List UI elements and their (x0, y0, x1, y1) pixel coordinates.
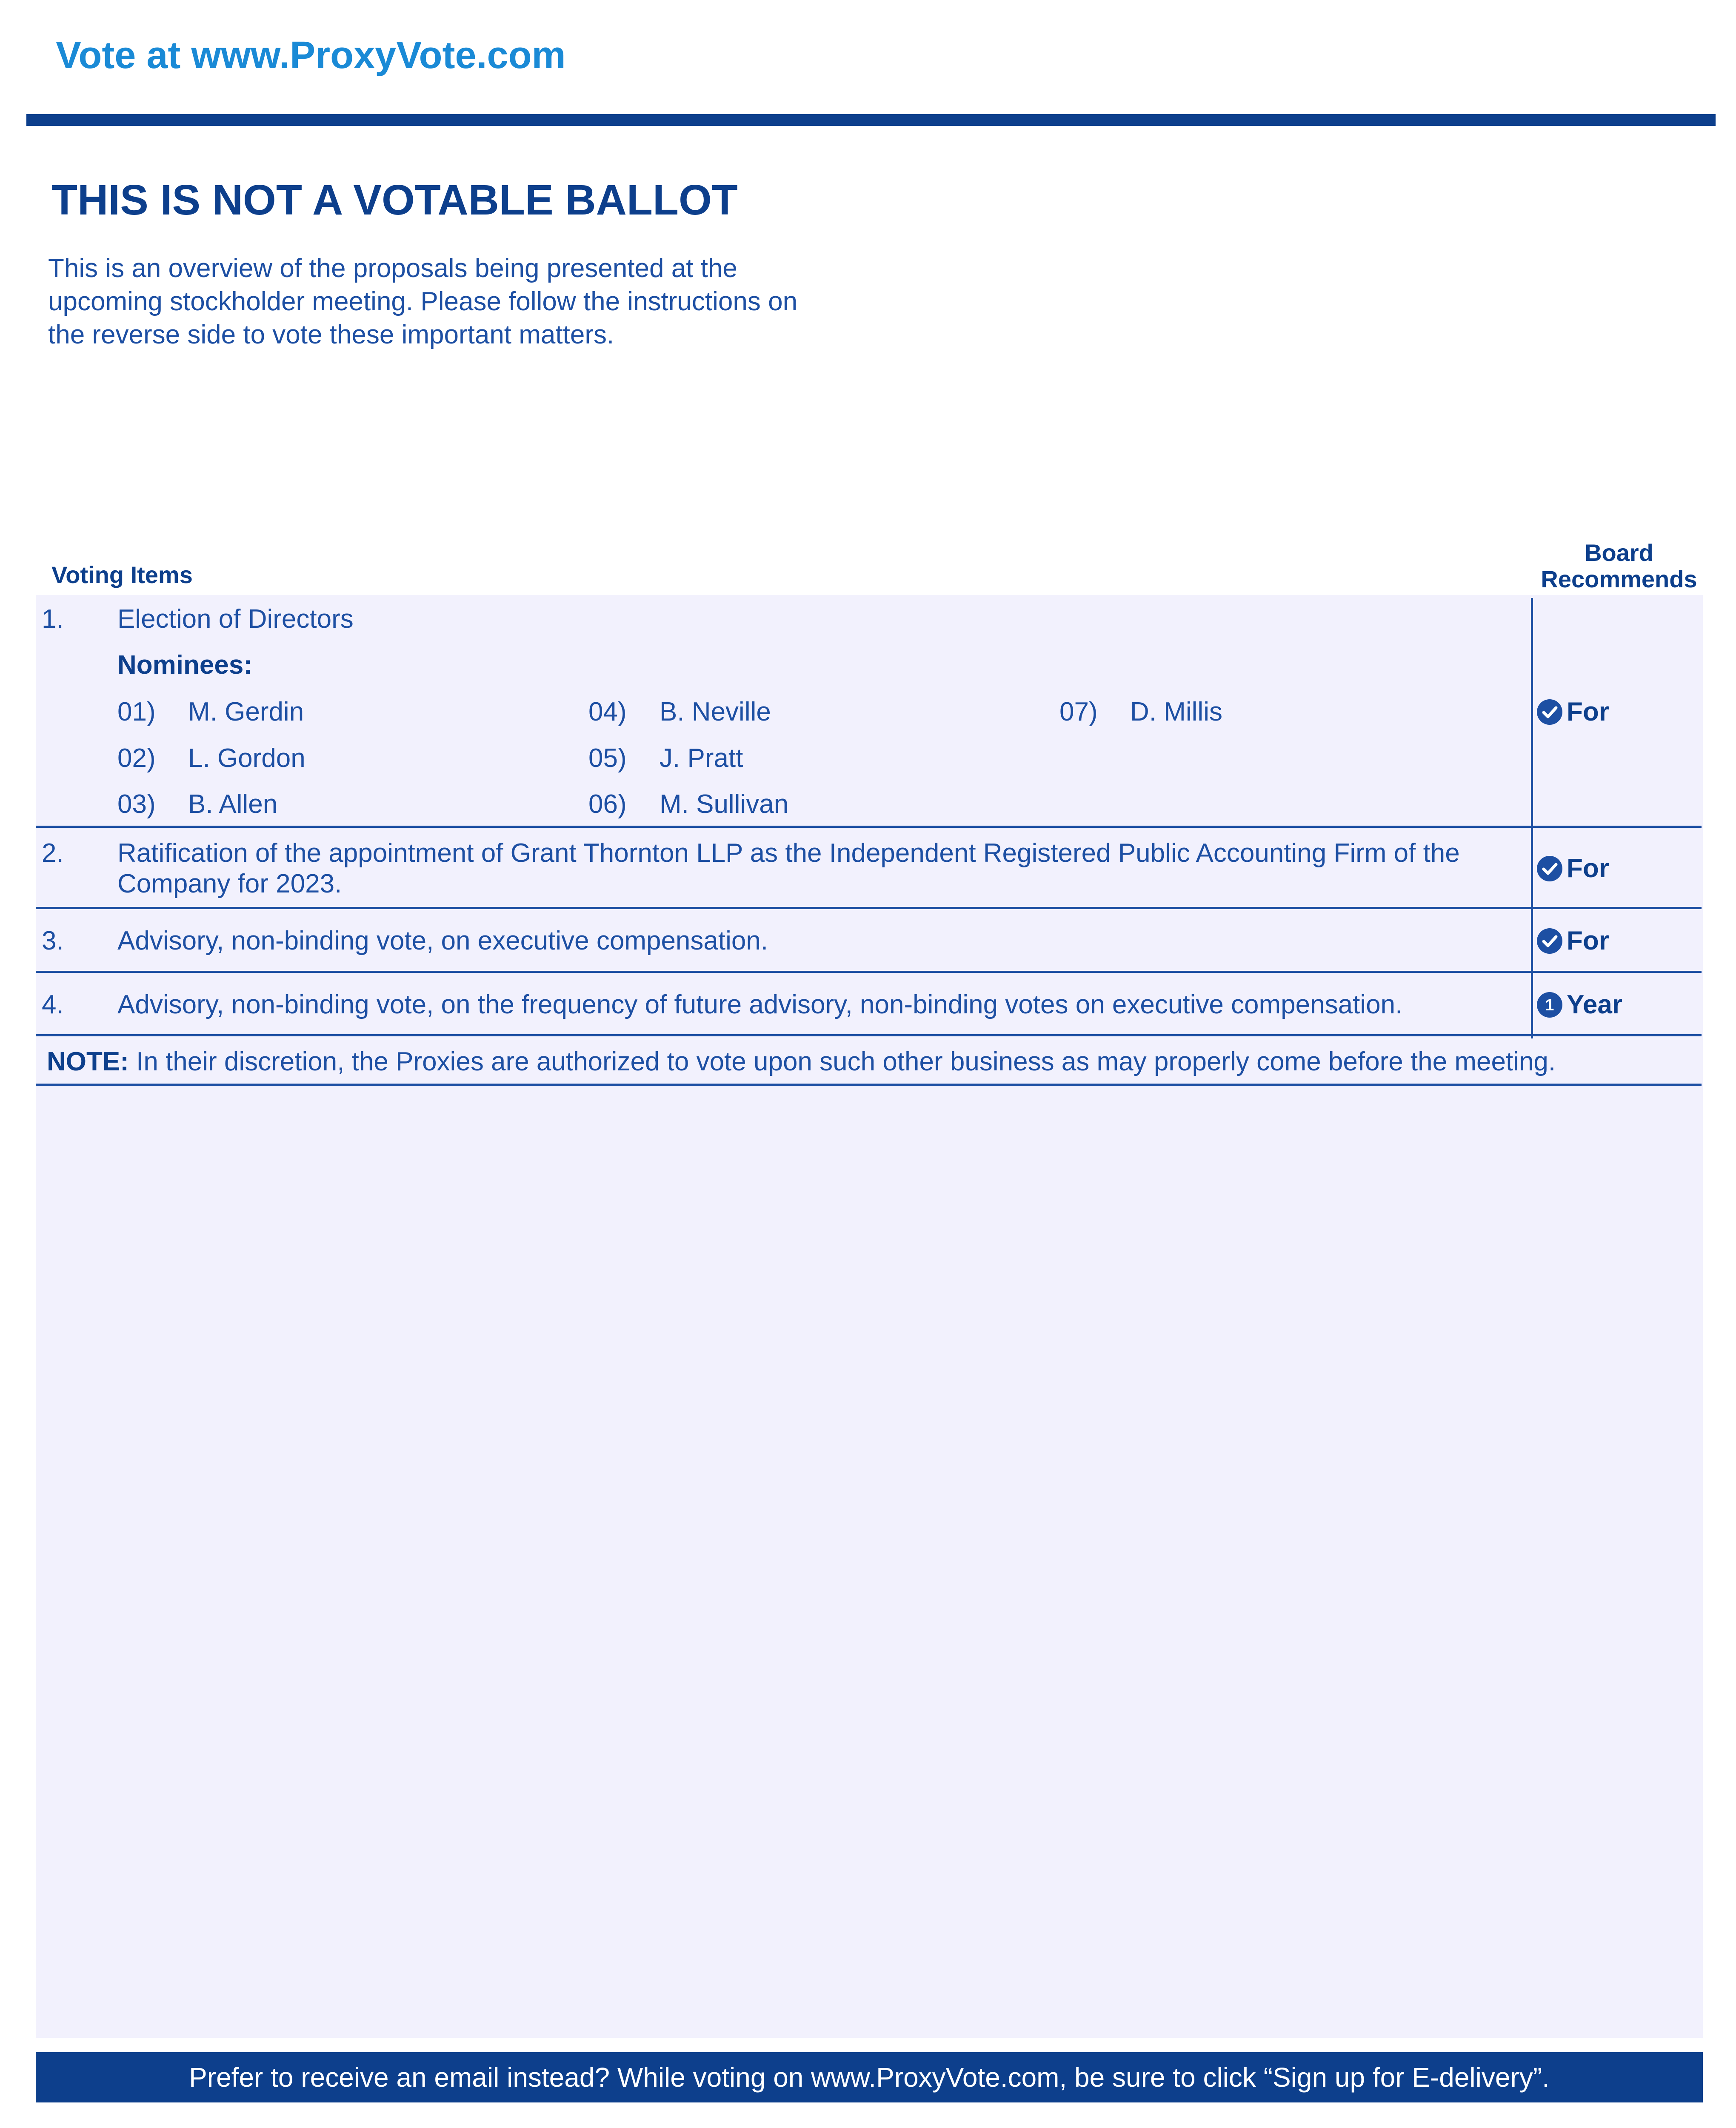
recommendation-for (1536, 853, 1609, 884)
recommendation-for (1536, 925, 1609, 957)
nominees-label: Nominees: (117, 650, 252, 680)
item-text: Advisory, non-binding vote, on the frequency of future advisory, non-binding votes on executive compensation. (117, 990, 1403, 1019)
note-label: NOTE: (47, 1047, 129, 1076)
notice-title: THIS IS NOT A VOTABLE BALLOT (51, 176, 738, 224)
item-text: Advisory, non-binding vote, on executive compensation. (117, 926, 768, 955)
board-header-line: Recommends (1541, 566, 1697, 592)
item-text: Election of Directors (117, 604, 354, 634)
recommendation-for (1536, 696, 1609, 728)
nominee-number: 02) (117, 744, 156, 773)
check-circle-icon (1536, 855, 1563, 882)
nominee-number: 06) (588, 789, 627, 819)
item-number: 1. (42, 604, 64, 634)
row-divider (36, 826, 1702, 828)
recommendation-label: For (1567, 926, 1609, 955)
intro-line: upcoming stockholder meeting. Please follow the instructions on (48, 287, 798, 316)
nominee-name: B. Allen (188, 789, 278, 819)
voting-items-header: Voting Items (51, 561, 193, 588)
nominee-number: 04) (588, 697, 627, 726)
intro-line: the reverse side to vote these important matters. (48, 320, 614, 349)
nominee-name: J. Pratt (660, 744, 743, 773)
intro-paragraph (48, 252, 865, 352)
check-circle-icon (1536, 927, 1563, 955)
item-number: 4. (42, 990, 64, 1019)
header-divider (26, 114, 1716, 126)
nominee-number: 05) (588, 744, 627, 773)
item-number: 2. (42, 838, 64, 868)
intro-line: This is an overview of the proposals being presented at the (48, 254, 737, 283)
row-divider (36, 907, 1702, 909)
recommendation-label: For (1567, 697, 1609, 726)
nominee-number: 07) (1059, 697, 1098, 726)
nominee-name: D. Millis (1130, 697, 1222, 726)
recommendation-label: Year (1567, 990, 1623, 1019)
nominee-name: B. Neville (660, 697, 771, 726)
recommendation-year (1536, 989, 1622, 1021)
header-title: Vote at www.ProxyVote.com (56, 34, 566, 77)
number-one-circle-icon (1536, 991, 1563, 1018)
nominee-name: L. Gordon (188, 744, 306, 773)
nominee-name: M. Gerdin (188, 697, 304, 726)
voting-items-panel (36, 595, 1703, 2038)
row-divider (36, 971, 1702, 973)
note-body: In their discretion, the Proxies are authorized to vote upon such other business as may properly come before the meeting. (128, 1047, 1556, 1076)
recommendation-label: For (1567, 854, 1609, 883)
row-divider (36, 1084, 1702, 1086)
check-circle-icon (1536, 698, 1563, 726)
item-text-line: Company for 2023. (117, 869, 342, 898)
board-header-line: Board (1585, 539, 1653, 566)
board-recommends-header (1517, 540, 1721, 592)
nominee-name: M. Sullivan (660, 789, 789, 819)
row-divider (36, 1034, 1702, 1036)
item-text-line: Ratification of the appointment of Grant Thornton LLP as the Independent Registered Public Accounting Firm of the (117, 838, 1460, 868)
item-number: 3. (42, 926, 64, 955)
nominee-number: 03) (117, 789, 156, 819)
note-text (47, 1046, 1556, 1078)
icon-digit: 1 (1545, 996, 1554, 1014)
nominee-number: 01) (117, 697, 156, 726)
footer-text: Prefer to receive an email instead? While voting on www.ProxyVote.com, be sure to click “Sign up for E-delivery”. (189, 2062, 1550, 2093)
